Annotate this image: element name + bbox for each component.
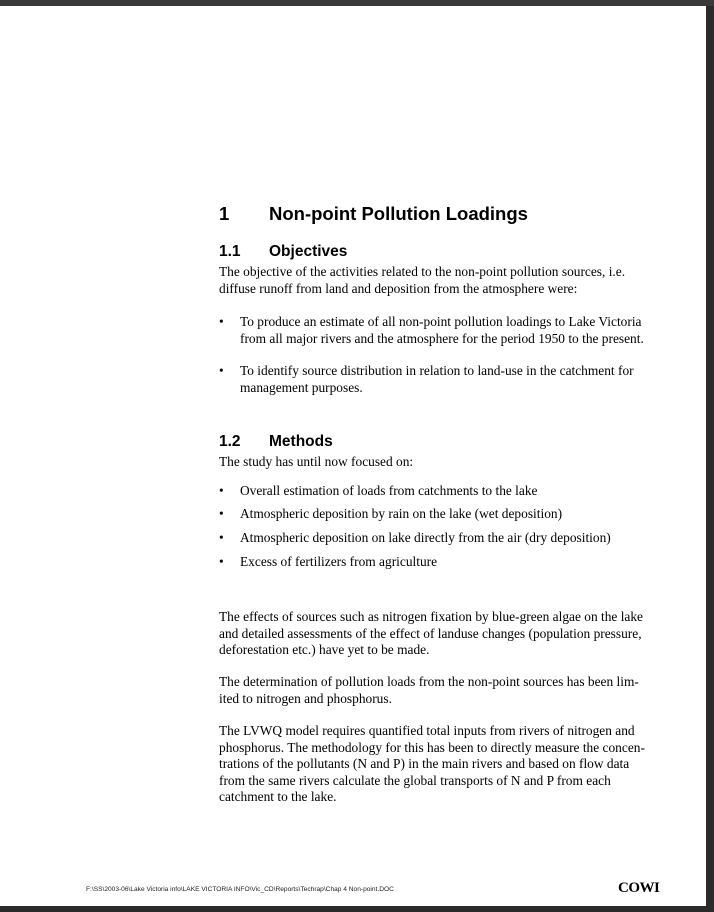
text-line: The determination of pollution loads from the non-point sources has been lim-: [219, 674, 639, 689]
text-line: from the same rivers calculate the global transports of N and P from each: [219, 772, 611, 788]
text-line: Atmospheric deposition on lake directly from the air (dry deposition): [240, 530, 611, 545]
section-number: 1.1: [219, 243, 241, 260]
page-shadow-right: [706, 6, 714, 912]
footer-file-path: F:\SS\2003-06\Lake Victoria info\LAKE VICTORIA INFO\Vic_CD\Reports\Techrap\Chap 4 Non-point.DOC: [86, 886, 394, 893]
methods-intro-paragraph: [219, 454, 664, 471]
page-shadow-bottom: [0, 906, 714, 912]
bullet-icon: •: [219, 483, 224, 498]
text-line: The objective of the activities related to the non-point pollution sources, i.e.: [219, 264, 626, 279]
text-line: To identify source distribution in relation to land-use in the catchment for: [240, 363, 634, 378]
section-heading-methods: [219, 433, 333, 451]
section-title: Objectives: [269, 243, 348, 260]
text-line: The LVWQ model requires quantified total inputs from rivers of nitrogen and: [219, 723, 635, 738]
bullet-icon: •: [219, 554, 224, 569]
text-line: The study has until now focused on:: [219, 454, 414, 469]
text-line: catchment to the lake.: [219, 789, 337, 804]
cowi-logo: COWI: [618, 880, 660, 896]
chapter-heading: [219, 203, 528, 225]
chapter-number: 1: [219, 203, 230, 224]
chapter-title: Non-point Pollution Loadings: [269, 203, 528, 224]
text-line: The effects of sources such as nitrogen fixation by blue-green algae on the lake: [219, 609, 644, 624]
text-line: trations of the pollutants (N and P) in the main rivers and based on flow data: [219, 756, 630, 771]
bullet-icon: •: [219, 506, 224, 521]
body-paragraph: [219, 723, 664, 806]
text-line: ited to nitrogen and phosphorus.: [219, 690, 392, 706]
text-line: Overall estimation of loads from catchments to the lake: [240, 483, 538, 498]
document-page: [0, 6, 706, 906]
bullet-icon: •: [219, 530, 224, 545]
text-line: and detailed assessments of the effect of landuse changes (population pressure,: [219, 625, 642, 641]
section-heading-objectives: [219, 243, 347, 261]
bullet-icon: •: [219, 363, 224, 378]
text-line: Excess of fertilizers from agriculture: [240, 554, 438, 569]
text-line: phosphorus. The methodology for this has been to directly measure the concen-: [219, 739, 645, 755]
text-line: Atmospheric deposition by rain on the lake (wet deposition): [240, 506, 563, 521]
body-paragraph: [219, 674, 664, 707]
section-title: Methods: [269, 433, 333, 450]
text-line: To produce an estimate of all non-point pollution loadings to Lake Victoria: [240, 314, 642, 329]
text-line: diffuse runoff from land and deposition from the atmosphere were:: [219, 280, 578, 296]
section-number: 1.2: [219, 433, 241, 450]
body-paragraph: [219, 609, 664, 659]
objectives-intro-paragraph: [219, 264, 664, 297]
text-line: management purposes.: [240, 379, 363, 395]
bullet-icon: •: [219, 314, 224, 329]
text-line: from all major rivers and the atmosphere for the period 1950 to the present.: [240, 330, 644, 346]
text-line: deforestation etc.) have yet to be made.: [219, 642, 430, 657]
